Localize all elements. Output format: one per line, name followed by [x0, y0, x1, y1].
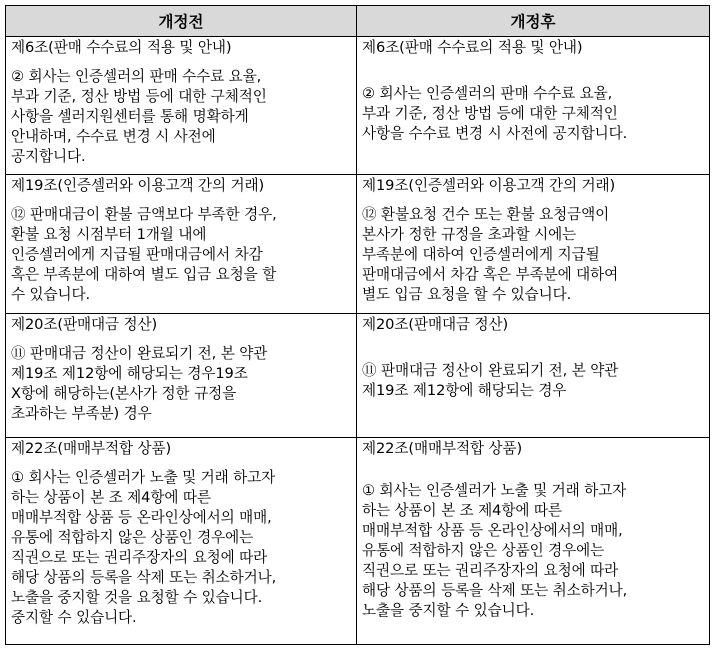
clause-line: 노출을 중지할 수 있습니다. [362, 602, 535, 619]
cell-before-article-22 [6, 438, 357, 645]
table-row [6, 175, 710, 314]
clause-line: 하는 상품이 본 조 제4항에 따른 [11, 489, 211, 506]
header-after: 개정후 [357, 6, 710, 37]
clause-line: 환불 요청 시점부터 1개월 내에 [11, 226, 207, 243]
clause-line: 부과 기준, 정산 방법 등에 대한 구체적인 [11, 88, 267, 105]
clause-line: 노출을 중지할 것을 요청할 수 있습니다. [11, 589, 263, 606]
clause-line: 하는 상품이 본 조 제4항에 따른 [362, 502, 562, 519]
clause-line: ⑪ 판매대금 정산이 완료되기 전, 본 약관 [11, 345, 268, 362]
table-row [6, 438, 710, 645]
clause-line: ⑪ 판매대금 정산이 완료되기 전, 본 약관 [362, 362, 619, 379]
clause-line: 제19조 제12항에 해당되는 경우19조 [11, 365, 248, 382]
clause-line: ① 회사는 인증셀러가 노출 및 거래 하고자 [11, 469, 276, 486]
cell-before-article-19 [6, 175, 357, 314]
clause-line: 안내하며, 수수료 변경 시 사전에 [11, 128, 216, 145]
cell-after-article-6 [357, 37, 710, 175]
article-title: 제19조(인증셀러와 이용고객 간의 거래) [11, 177, 265, 194]
article-title: 제22조(매매부적합 상품) [362, 440, 523, 457]
article-title: 제20조(판매대금 정산) [362, 316, 509, 333]
clause-line: ⑫ 판매대금이 환불 금액보다 부족한 경우, [11, 206, 277, 223]
clause-line: ⑫ 환불요청 건수 또는 환불 요청금액이 [362, 206, 610, 223]
clause-line: 부족분에 대하여 인증셀러에게 지급될 [362, 246, 600, 263]
clause-line: 수 있습니다. [11, 286, 91, 303]
clause-line: 유통에 적합하지 않은 상품인 경우에는 [362, 542, 605, 559]
table-row [6, 37, 710, 175]
cell-before-article-6 [6, 37, 357, 175]
cell-before-article-20 [6, 314, 357, 438]
article-title: 제19조(인증셀러와 이용고객 간의 거래) [362, 177, 616, 194]
clause-line: 인증셀러에게 지급될 판매대금에서 차감 [11, 246, 263, 263]
clause-line: 사항을 수수료 변경 시 사전에 공지합니다. [362, 125, 628, 142]
clause-line: 혹은 부족분에 대하여 별도 입금 요청을 할 [11, 266, 277, 283]
clause-line: 본사가 정한 규정을 초과할 시에는 [362, 226, 577, 243]
clause-line: ② 회사는 인증셀러의 판매 수수료 요율, [362, 85, 613, 102]
clause-line: 사항을 셀러지원센터를 통해 명확하게 [11, 108, 249, 125]
clause-line: X항에 해당하는(본사가 정한 규정을 [11, 385, 237, 402]
cell-after-article-20 [357, 314, 710, 438]
article-title: 제6조(판매 수수료의 적용 및 안내) [11, 39, 232, 56]
clause-line: 직권으로 또는 권리주장자의 요청에 따라 [11, 549, 268, 566]
clause-line: 별도 입금 요청을 할 수 있습니다. [362, 286, 572, 303]
cell-after-article-22 [357, 438, 710, 645]
clause-line: 공지합니다. [11, 148, 86, 165]
clause-line: 매매부적합 상품 등 온라인상에서의 매매, [362, 522, 623, 539]
article-title: 제6조(판매 수수료의 적용 및 안내) [362, 39, 583, 56]
article-title: 제20조(판매대금 정산) [11, 316, 158, 333]
clause-line: 직권으로 또는 권리주장자의 요청에 따라 [362, 562, 619, 579]
clause-line: 해당 상품의 등록을 삭제 또는 취소하거나, [11, 569, 277, 586]
article-title: 제22조(매매부적합 상품) [11, 440, 172, 457]
clause-line: ② 회사는 인증셀러의 판매 수수료 요율, [11, 68, 262, 85]
clause-line: 해당 상품의 등록을 삭제 또는 취소하거나, [362, 582, 628, 599]
clause-line: 부과 기준, 정산 방법 등에 대한 구체적인 [362, 105, 618, 122]
header-before: 개정전 [6, 6, 357, 37]
table-row [6, 314, 710, 438]
clause-line: 초과하는 부족분) 경우 [11, 405, 152, 422]
clause-line: 유통에 적합하지 않은 상품인 경우에는 [11, 529, 254, 546]
cell-after-article-19 [357, 175, 710, 314]
table-header-row [6, 6, 710, 37]
clause-line: 제19조 제12항에 해당되는 경우 [362, 382, 567, 399]
clause-line: ① 회사는 인증셀러가 노출 및 거래 하고자 [362, 482, 627, 499]
revision-comparison-table [5, 5, 710, 645]
clause-line: 판매대금에서 차감 혹은 부족분에 대하여 [362, 266, 619, 283]
clause-line: 중지할 수 있습니다. [11, 609, 137, 626]
clause-line: 매매부적합 상품 등 온라인상에서의 매매, [11, 509, 272, 526]
